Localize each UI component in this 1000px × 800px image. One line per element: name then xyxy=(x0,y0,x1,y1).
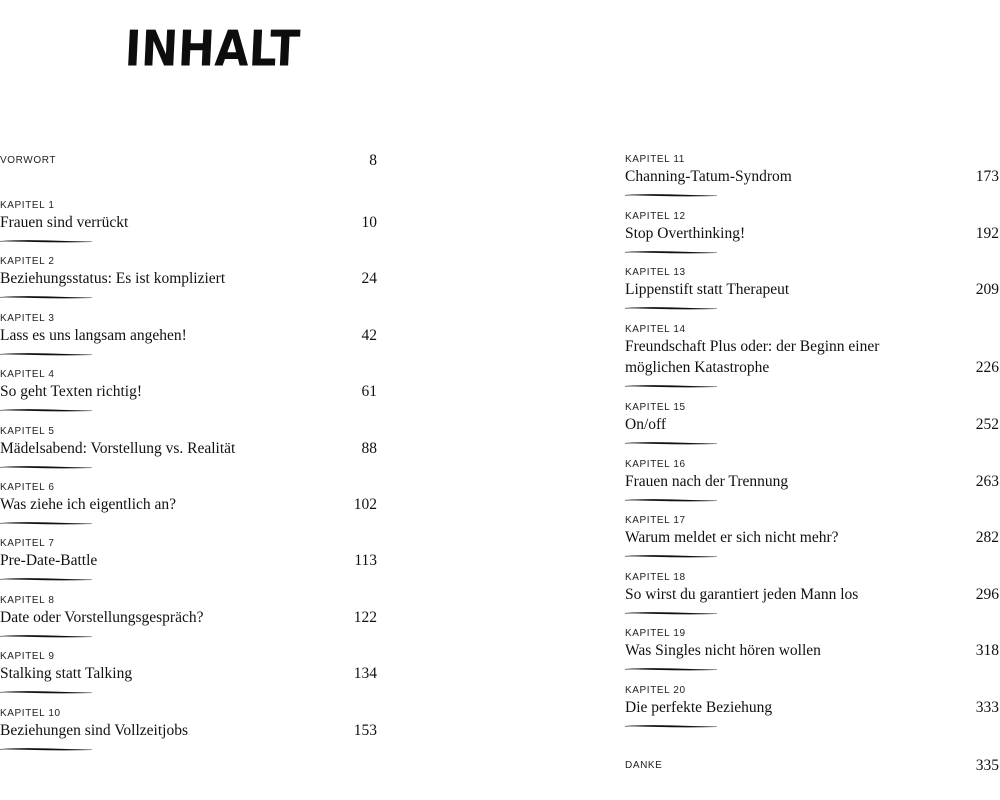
brush-stroke-divider xyxy=(625,250,717,254)
chapter-page-number: 88 xyxy=(361,440,377,457)
toc-entry-kapitel-17[interactable] xyxy=(625,515,1000,558)
chapter-title: Frauen sind verrückt xyxy=(0,214,129,231)
brush-stroke-divider xyxy=(0,577,92,581)
page-heading: INHALT xyxy=(123,20,302,78)
chapter-number: KAPITEL 16 xyxy=(625,459,686,470)
chapter-number: KAPITEL 10 xyxy=(0,708,61,719)
toc-entry-kapitel-7[interactable] xyxy=(0,538,378,581)
chapter-number: KAPITEL 1 xyxy=(0,200,55,211)
chapter-title: Was ziehe ich eigentlich an? xyxy=(0,496,177,513)
chapter-title: Die perfekte Beziehung xyxy=(625,699,773,716)
toc-entry-kapitel-6[interactable] xyxy=(0,482,378,525)
toc-entry-kapitel-15[interactable] xyxy=(625,402,1000,445)
toc-entry-kapitel-13[interactable] xyxy=(625,267,1000,310)
chapter-number: KAPITEL 18 xyxy=(625,572,686,583)
toc-entry-kapitel-5[interactable] xyxy=(0,426,378,469)
brush-stroke-divider xyxy=(0,408,92,412)
chapter-number: KAPITEL 20 xyxy=(625,685,686,696)
chapter-title: On/off xyxy=(625,416,667,433)
chapter-page-number: 209 xyxy=(975,281,999,298)
brush-stroke-divider xyxy=(0,747,92,751)
chapter-page-number: 263 xyxy=(975,473,999,490)
toc-entry-vorwort[interactable] xyxy=(0,150,378,171)
chapter-number: KAPITEL 3 xyxy=(0,313,55,324)
toc-entry-kapitel-3[interactable] xyxy=(0,313,378,356)
chapter-number: KAPITEL 11 xyxy=(625,154,685,165)
chapter-title: Channing-Tatum-Syndrom xyxy=(625,168,792,185)
chapter-title: Beziehungsstatus: Es ist kompliziert xyxy=(0,270,226,287)
brush-stroke-divider xyxy=(0,634,92,638)
toc-entry-kapitel-4[interactable] xyxy=(0,369,378,412)
toc-entry-kapitel-19[interactable] xyxy=(625,628,1000,671)
toc-entry-kapitel-11[interactable] xyxy=(625,154,1000,197)
chapter-number: KAPITEL 5 xyxy=(0,426,55,437)
chapter-title: So geht Texten richtig! xyxy=(0,383,142,400)
chapter-page-number: 42 xyxy=(361,327,377,344)
chapter-number: KAPITEL 6 xyxy=(0,482,55,493)
brush-stroke-divider xyxy=(625,667,717,671)
toc-entry-kapitel-1[interactable] xyxy=(0,200,378,243)
chapter-page-number: 102 xyxy=(353,496,377,513)
chapter-number: KAPITEL 19 xyxy=(625,628,686,639)
chapter-title: Stop Overthinking! xyxy=(625,225,746,242)
brush-stroke-divider xyxy=(625,611,717,615)
toc-entry-kapitel-18[interactable] xyxy=(625,572,1000,615)
chapter-number: KAPITEL 13 xyxy=(625,267,686,278)
chapter-number: KAPITEL 2 xyxy=(0,256,55,267)
brush-stroke-divider xyxy=(625,724,717,728)
brush-stroke-divider xyxy=(625,306,717,310)
vorwort-label: VORWORT xyxy=(0,155,57,166)
brush-stroke-divider xyxy=(0,295,92,299)
danke-page-number: 335 xyxy=(975,757,999,774)
chapter-number: KAPITEL 15 xyxy=(625,402,686,413)
chapter-number: KAPITEL 14 xyxy=(625,324,686,335)
chapter-title: Stalking statt Talking xyxy=(0,665,133,682)
chapter-title: Lass es uns langsam angehen! xyxy=(0,327,187,344)
chapter-title-line-1: Freundschaft Plus oder: der Beginn einer xyxy=(625,338,880,355)
chapter-title: Warum meldet er sich nicht mehr? xyxy=(625,529,839,546)
toc-entry-kapitel-8[interactable] xyxy=(0,595,378,638)
chapter-title: Frauen nach der Trennung xyxy=(625,473,789,490)
chapter-page-number: 252 xyxy=(975,416,999,433)
chapter-number: KAPITEL 7 xyxy=(0,538,55,549)
chapter-page-number: 192 xyxy=(975,225,999,242)
brush-stroke-divider xyxy=(0,239,92,243)
brush-stroke-divider xyxy=(625,384,717,388)
chapter-number: KAPITEL 8 xyxy=(0,595,55,606)
toc-entry-kapitel-12[interactable] xyxy=(625,211,1000,254)
toc-entry-kapitel-2[interactable] xyxy=(0,256,378,299)
chapter-number: KAPITEL 12 xyxy=(625,211,686,222)
chapter-page-number: 296 xyxy=(975,586,999,603)
chapter-page-number: 333 xyxy=(975,699,999,716)
toc-entry-kapitel-20[interactable] xyxy=(625,685,1000,728)
chapter-page-number: 226 xyxy=(975,359,999,376)
chapter-page-number: 318 xyxy=(975,642,999,659)
brush-stroke-divider xyxy=(625,498,717,502)
chapter-number: KAPITEL 4 xyxy=(0,369,55,380)
danke-label: DANKE xyxy=(625,760,663,771)
toc-entry-kapitel-14[interactable] xyxy=(625,324,1000,388)
brush-stroke-divider xyxy=(625,193,717,197)
chapter-page-number: 61 xyxy=(361,383,377,400)
chapter-title: Date oder Vorstellungsgespräch? xyxy=(0,609,204,626)
brush-stroke-divider xyxy=(625,554,717,558)
brush-stroke-divider xyxy=(0,690,92,694)
chapter-title-line-2: möglichen Katastrophe xyxy=(625,359,770,376)
toc-entry-kapitel-10[interactable] xyxy=(0,708,378,751)
chapter-page-number: 113 xyxy=(354,552,377,569)
chapter-page-number: 10 xyxy=(361,214,377,231)
chapter-title: Lippenstift statt Therapeut xyxy=(625,281,790,298)
chapter-title: Beziehungen sind Vollzeitjobs xyxy=(0,722,188,739)
chapter-page-number: 24 xyxy=(361,270,377,287)
chapter-page-number: 153 xyxy=(353,722,377,739)
chapter-title: Pre-Date-Battle xyxy=(0,552,98,569)
brush-stroke-divider xyxy=(0,521,92,525)
chapter-title: Was Singles nicht hören wollen xyxy=(625,642,821,659)
toc-entry-kapitel-9[interactable] xyxy=(0,651,378,694)
vorwort-page-number: 8 xyxy=(369,152,377,169)
chapter-number: KAPITEL 9 xyxy=(0,651,55,662)
brush-stroke-divider xyxy=(0,465,92,469)
toc-entry-kapitel-16[interactable] xyxy=(625,459,1000,502)
chapter-title: So wirst du garantiert jeden Mann los xyxy=(625,586,859,603)
toc-entry-danke[interactable] xyxy=(625,755,1000,776)
chapter-number: KAPITEL 17 xyxy=(625,515,686,526)
brush-stroke-divider xyxy=(0,352,92,356)
chapter-page-number: 134 xyxy=(353,665,377,682)
chapter-page-number: 122 xyxy=(353,609,377,626)
chapter-page-number: 173 xyxy=(975,168,999,185)
chapter-page-number: 282 xyxy=(975,529,999,546)
brush-stroke-divider xyxy=(625,441,717,445)
chapter-title: Mädelsabend: Vorstellung vs. Realität xyxy=(0,440,236,457)
